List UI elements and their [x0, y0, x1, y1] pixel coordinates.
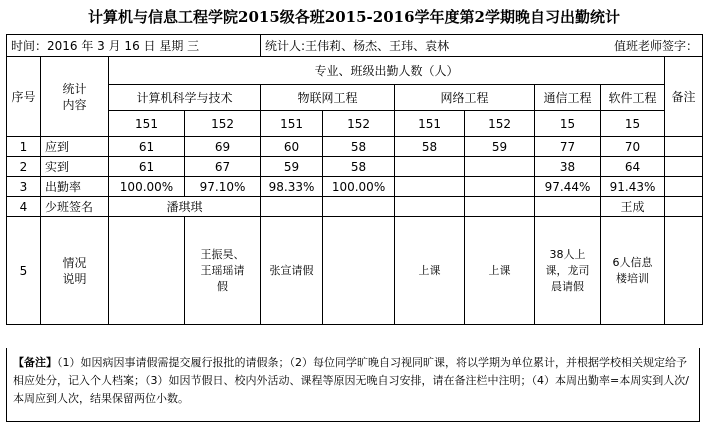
note-cell: 上课 — [395, 217, 465, 325]
table-cell — [535, 197, 601, 217]
row-number: 1 — [7, 137, 41, 157]
major-software: 软件工程 — [601, 85, 665, 111]
class-size: 151 — [395, 111, 465, 137]
table-cell: 91.43% — [601, 177, 665, 197]
table-cell: 58 — [323, 137, 395, 157]
date-cell: 时间：2016 年 3 月 16 日 星期 三 — [7, 35, 261, 57]
major-iot: 物联网工程 — [261, 85, 395, 111]
class-size: 15 — [535, 111, 601, 137]
notes-section — [6, 348, 700, 422]
header-seq: 序号 — [7, 57, 41, 137]
row-number: 5 — [7, 217, 41, 325]
table-cell: 97.44% — [535, 177, 601, 197]
table-cell — [395, 157, 465, 177]
attendance-table — [6, 34, 703, 325]
row-label — [41, 217, 109, 325]
table-row — [7, 197, 703, 217]
note-text: 王振昊、王瑶瑶请假 — [200, 247, 245, 293]
table-cell: 61 — [109, 137, 185, 157]
table-cell — [395, 177, 465, 197]
class-size: 152 — [185, 111, 261, 137]
table-cell: 38 — [535, 157, 601, 177]
major-cs: 计算机科学与技术 — [109, 85, 261, 111]
table-row — [7, 137, 703, 157]
class-size: 151 — [109, 111, 185, 137]
table-cell: 77 — [535, 137, 601, 157]
table-cell: 97.10% — [185, 177, 261, 197]
table-cell: 60 — [261, 137, 323, 157]
note-cell: 上课 — [465, 217, 535, 325]
counters-text: 统计人:王伟莉、杨杰、王玮、袁林 — [265, 39, 450, 53]
row-number: 3 — [7, 177, 41, 197]
class-size: 152 — [465, 111, 535, 137]
page-title: 计算机与信息工程学院2015级各班2015-2016学年度第2学期晚自习出勤统计 — [88, 8, 620, 26]
row-label: 实到 — [41, 157, 109, 177]
table-cell — [323, 197, 395, 217]
table-cell: 100.00% — [323, 177, 395, 197]
notes-text: （1）如因病因事请假需提交履行报批的请假条；（2）每位同学旷晚自习视同旷课，将以学期为单位累计，并根据学校相关规定给予相应处分，记入个人档案；（3）如因节假日、校内外活动、课程等原因无晚自习安排，请在备注栏中注明；（4）本周出勤率=本周实到人次/本周应到人次，结果保留两位小数。 — [13, 356, 689, 405]
notes-label: 【备注】 — [13, 356, 57, 369]
counter-cell — [261, 35, 703, 57]
note-cell — [185, 217, 261, 325]
row-label: 应到 — [41, 137, 109, 157]
table-row — [7, 177, 703, 197]
table-cell — [465, 157, 535, 177]
row-number: 4 — [7, 197, 41, 217]
remark-cell — [665, 157, 703, 177]
note-cell: 张宣请假 — [261, 217, 323, 325]
signature-cell: 潘琪琪 — [109, 197, 261, 217]
note-text: 38人上课，龙司晨请假 — [545, 247, 590, 293]
row-label-text: 情况说明 — [62, 255, 87, 286]
major-network: 网络工程 — [395, 85, 535, 111]
row-label: 出勤率 — [41, 177, 109, 197]
row-number: 2 — [7, 157, 41, 177]
table-cell: 67 — [185, 157, 261, 177]
table-cell — [395, 197, 465, 217]
header-stat — [41, 57, 109, 137]
signature-cell: 王成 — [601, 197, 665, 217]
table-cell — [465, 177, 535, 197]
table-cell: 58 — [395, 137, 465, 157]
remark-cell — [665, 137, 703, 157]
table-cell: 59 — [465, 137, 535, 157]
note-text: 6人信息楼培训 — [612, 255, 653, 285]
table-cell: 70 — [601, 137, 665, 157]
table-cell — [261, 197, 323, 217]
header-remark: 备注 — [665, 57, 703, 137]
remark-cell — [665, 177, 703, 197]
class-size: 152 — [323, 111, 395, 137]
note-cell — [601, 217, 665, 325]
header-group: 专业、班级出勤人数（人） — [109, 57, 665, 85]
note-cell — [535, 217, 601, 325]
teacher-sign-text: 值班老师签字： — [614, 39, 699, 53]
remark-cell — [665, 217, 703, 325]
table-cell: 61 — [109, 157, 185, 177]
remark-cell — [665, 197, 703, 217]
major-comm: 通信工程 — [535, 85, 601, 111]
table-cell — [465, 197, 535, 217]
table-cell: 58 — [323, 157, 395, 177]
note-cell — [109, 217, 185, 325]
class-size: 15 — [601, 111, 665, 137]
table-cell: 98.33% — [261, 177, 323, 197]
table-cell: 59 — [261, 157, 323, 177]
table-cell: 100.00% — [109, 177, 185, 197]
table-row — [7, 157, 703, 177]
class-size: 151 — [261, 111, 323, 137]
table-cell: 69 — [185, 137, 261, 157]
table-cell: 64 — [601, 157, 665, 177]
header-stat-text: 统计内容 — [62, 81, 87, 112]
table-row — [7, 217, 703, 325]
row-label: 少班签名 — [41, 197, 109, 217]
note-cell — [323, 217, 395, 325]
